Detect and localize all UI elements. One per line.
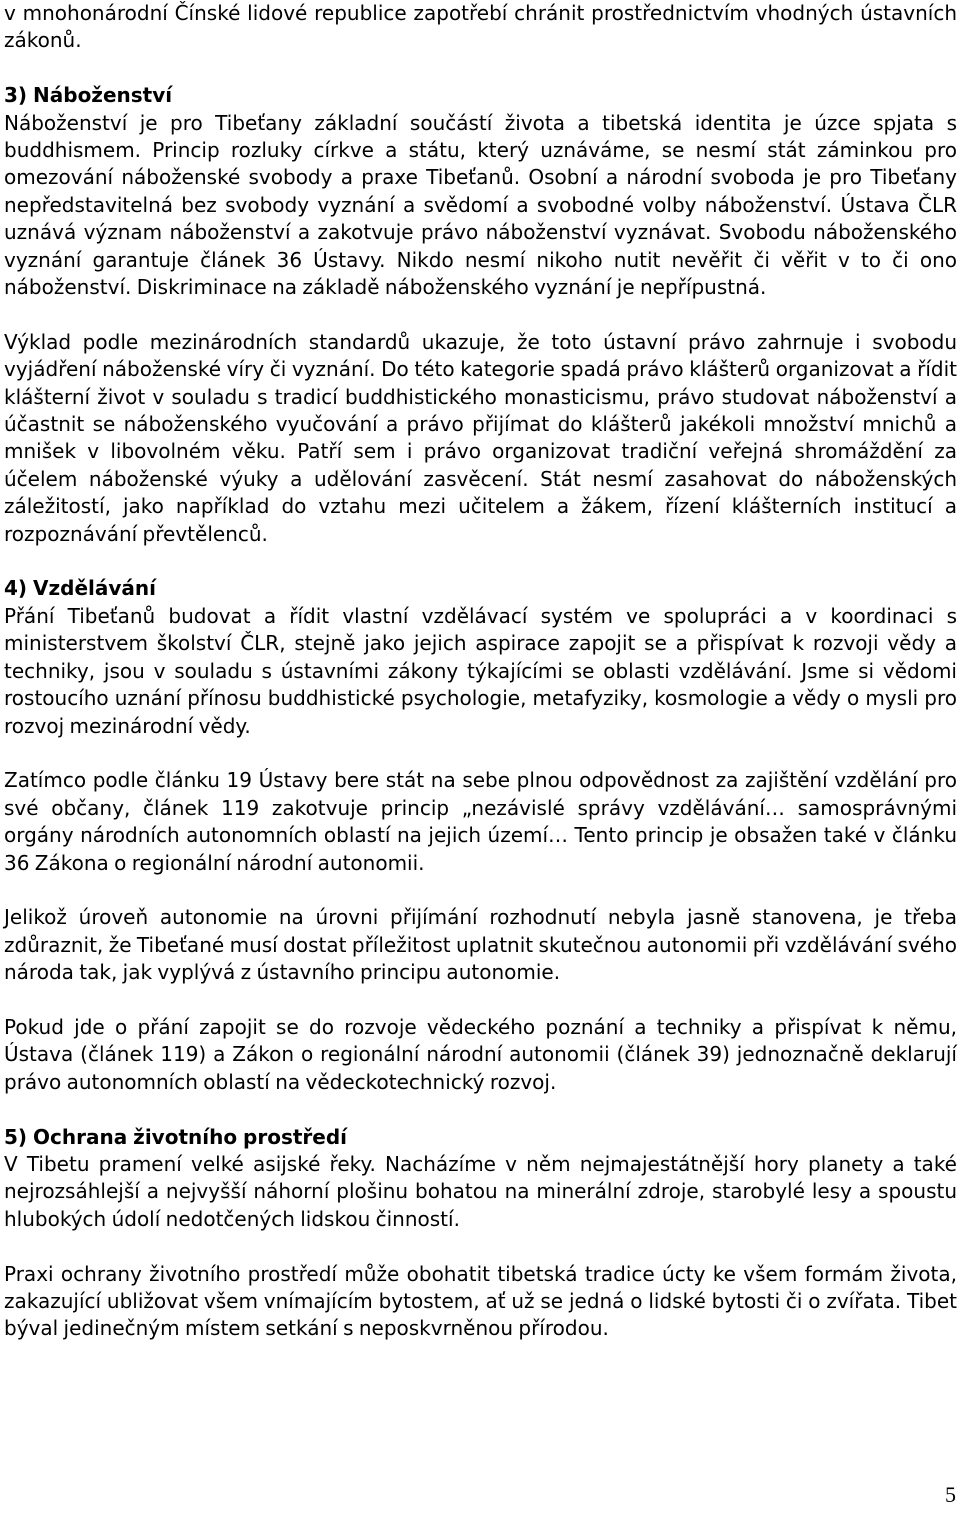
section-5-paragraph-2: Praxi ochrany životního prostředí může obohatit tibetská tradice úcty ke všem formám života, zakazující ubližovat všem vnímajícím bytostem, ať už se jedná o lidské bytosti či o zvířata. Tibet býval jedinečným místem setkání s neposkvrněnou přírodou. bbox=[4, 1261, 957, 1341]
section-3-paragraph-1: Náboženství je pro Tibeťany základní součástí života a tibetská identita je úzce spjata s buddhismem. Princip rozluky církve a státu, který uznáváme, se nesmí stát záminkou pro omezování náboženské svobody a praxe Tibeťanů. Osobní a národní svoboda je pro Tibeťany nepředstavitelná bez svobody vyznání a svědomí a svobodné volby náboženství. Ústava ČLR uznává význam náboženství a zakotvuje právo náboženství vyznávat. Svobodu náboženského vyznání garantuje článek 36 Ústavy. Nikdo nesmí nikoho nutit nevěřit či věřit v to či ono náboženství. Diskriminace na základě náboženského vyznání je nepřípustná. bbox=[4, 110, 957, 300]
section-4-paragraph-4: Pokud jde o přání zapojit se do rozvoje vědeckého poznání a techniky a přispívat k němu, Ústava (článek 119) a Zákon o regionální národní autonomii (článek 39) jednoznačně deklarují právo autonomních oblastí na vědeckotechnický rozvoj. bbox=[4, 1014, 957, 1094]
section-4-paragraph-3: Jelikož úroveň autonomie na úrovni přijímání rozhodnutí nebyla jasně stanovena, je třeba zdůraznit, že Tibeťané musí dostat příležitost uplatnit skutečnou autonomii při vzdělávání svého národa tak, jak vyplývá z ústavního principu autonomie. bbox=[4, 905, 957, 985]
section-3-heading: 3) Náboženství bbox=[4, 83, 173, 108]
section-4-heading: 4) Vzdělávání bbox=[4, 576, 156, 601]
section-4-paragraph-2: Zatímco podle článku 19 Ústavy bere stát na sebe plnou odpovědnost za zajištění vzdělání pro své občany, článek 119 zakotvuje princip „nezávislé správy vzdělávání… samosprávnými orgány národních autonomních oblastí na jejich území… Tento princip je obsažen také v článku 36 Zákona o regionální národní autonomii. bbox=[4, 768, 957, 875]
section-4-paragraph-1: Přání Tibeťanů budovat a řídit vlastní vzdělávací systém ve spolupráci a v koordinaci s ministerstvem školství ČLR, stejně jako jejich aspirace zapojit se a přispívat k rozvoji vědy a techniky, jsou v souladu s ústavními zákony týkajícími se oblasti vzdělávání. Jsme si vědomi rostoucího uznání přínosu buddhistické psychologie, metafyziky, kosmologie a vědy o mysli pro rozvoj mezinárodní vědy. bbox=[4, 603, 957, 738]
intro-paragraph: v mnohonárodní Čínské lidové republice zapotřebí chránit prostřednictvím vhodných ústavních zákonů. bbox=[4, 1, 957, 53]
section-4-block bbox=[4, 575, 957, 739]
page-number: 5 bbox=[945, 1482, 956, 1507]
section-3-paragraph-2: Výklad podle mezinárodních standardů ukazuje, že toto ústavní právo zahrnuje i svobodu vyjádření náboženské víry či vyznání. Do této kategorie spadá právo klášterů organizovat a řídit klášterní život v souladu s tradicí buddhistického monasticismu, právo studovat náboženství a účastnit se náboženského vyučování a právo přijímat do klášterů jakékoli množství mnichů a mnišek v libovolném věku. Patří sem i právo organizovat tradiční veřejná shromáždění za účelem náboženské výuky a udělování zasvěcení. Stát nesmí zasahovat do náboženských záležitostí, jako například do vztahu mezi učitelem a žákem, řízení klášterních institucí a rozpoznávání převtělenců. bbox=[4, 329, 957, 546]
document-page bbox=[4, 0, 957, 1343]
section-3-block bbox=[4, 82, 957, 301]
section-5-heading: 5) Ochrana životního prostředí bbox=[4, 1124, 348, 1149]
section-5-block bbox=[4, 1124, 957, 1234]
section-5-paragraph-1: V Tibetu pramení velké asijské řeky. Nacházíme v něm nejmajestátnější hory planety a také nejrozsáhlejší a nejvyšší náhorní plošinu bohatou na minerální zdroje, starobylé lesy a spoustu hlubokých údolí nedotčených lidskou činností. bbox=[4, 1151, 957, 1231]
